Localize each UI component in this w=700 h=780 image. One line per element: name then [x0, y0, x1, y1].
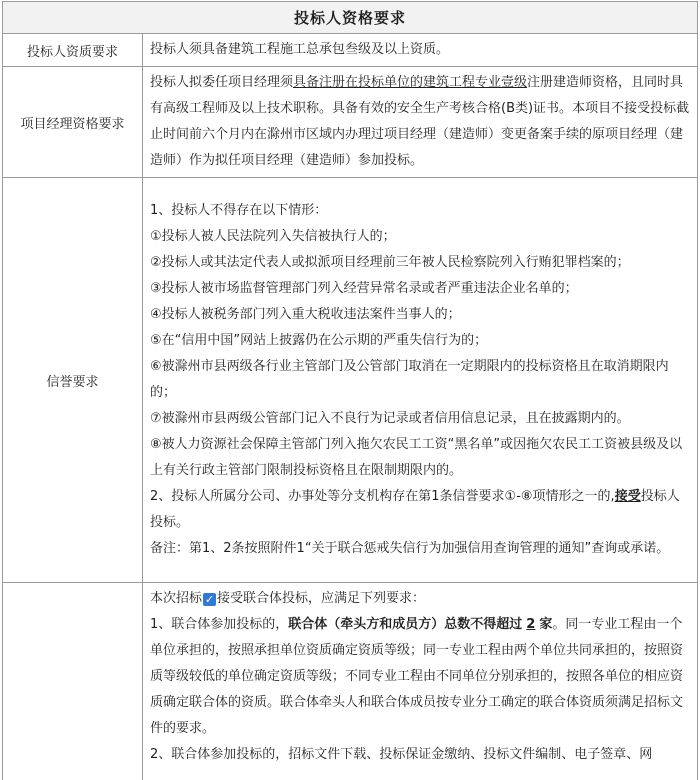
requirements-table — [2, 1, 698, 780]
manager-text-part-2: 注册建造师资格，且同时具有高级工程师及以上技术职称。具备有效的安全生产考核合格(B类)证书。本项目不接受投标截止时间前六个月内在滁州市区域内办理过项目经理（建造师）变更备案手续的原项目经理（建造师）作为拟任项目经理（建造师）参加投标。 — [150, 75, 690, 168]
consortium-content — [143, 583, 698, 780]
credit-item-10 — [150, 484, 691, 536]
credit-accept-emphasis: 接受 — [614, 489, 641, 504]
credit-item-4: ③投标人被市场监督管理部门列入经营异常名录或者严重违法企业名单的； — [150, 281, 578, 296]
qualification-row — [3, 34, 698, 67]
credit-row — [3, 178, 698, 583]
credit-remark: 备注：第1、2条按照附件1“关于联合惩戒失信行为加强信用查询管理的通知”查询或承诺。 — [150, 541, 670, 556]
credit-content — [143, 178, 698, 583]
credit-item-10-part-a: 2、投标人所属分公司、办事处等分支机构存在第1条信誉要求①-⑧项情形之一的, — [150, 489, 615, 504]
consortium-row — [3, 583, 698, 780]
consortium-item-2: 2、联合体参加投标的，招标文件下载、投标保证金缴纳、投标文件编制、电子签章、网 — [150, 747, 653, 762]
qualification-content — [143, 34, 698, 67]
manager-text-part-1: 投标人拟委任项目经理须 — [150, 75, 294, 90]
consortium-limit-bold: 联合体（牵头方和成员方）总数不得超过 — [288, 617, 523, 632]
manager-row — [3, 67, 698, 178]
consortium-label — [3, 583, 143, 780]
credit-item-5: ④投标人被税务部门列入重大税收违法案件当事人的； — [150, 307, 461, 322]
consortium-limit-number: 2 — [526, 617, 536, 632]
consortium-intro-part-b: 接受联合体投标，应满足下列要求： — [217, 591, 426, 606]
manager-content — [143, 67, 698, 178]
manager-text — [150, 70, 691, 174]
credit-item-3: ②投标人或其法定代表人或拟派项目经理前三年被人民检察院列入行贿犯罪档案的； — [150, 255, 630, 270]
consortium-intro-part-a: 本次招标 — [150, 591, 203, 606]
qualification-text: 投标人须具备建筑工程施工总承包叁级及以上资质。 — [150, 42, 450, 57]
credit-item-10-part-b: 投标人投标。 — [150, 489, 680, 530]
credit-label: 信誉要求 — [3, 178, 143, 583]
consortium-limit-unit: 家 — [539, 617, 553, 632]
consortium-intro — [150, 586, 691, 612]
credit-item-6: ⑤在“信用中国”网站上披露仍在公示期的严重失信行为的； — [150, 333, 488, 348]
manager-text-underlined: 具备注册在投标单位的建筑工程专业壹级 — [293, 75, 528, 90]
credit-item-7: ⑥被滁州市县两级各行业主管部门及公管部门取消在一定期限内的投标资格且在取消期限内的； — [150, 359, 669, 400]
consortium-item-1 — [150, 612, 691, 742]
credit-item-8: ⑦被滁州市县两级公管部门记入不良行为记录或者信用信息记录，且在披露期内的。 — [150, 411, 630, 426]
credit-item-9: ⑧被人力资源社会保障主管部门列入拖欠农民工工资“黑名单”或因拖欠农民工工资被县级及以上有关行政主管部门限制投标资格且在限制期限内的。 — [150, 437, 683, 478]
checkbox-checked-icon[interactable]: ✓ — [204, 593, 215, 606]
title-row — [3, 2, 698, 34]
manager-label: 项目经理资格要求 — [3, 67, 143, 178]
table-title: 投标人资格要求 — [3, 2, 698, 34]
credit-item-1: 1、投标人不得存在以下情形： — [150, 203, 328, 218]
credit-item-2: ①投标人被人民法院列入失信被执行人的； — [150, 229, 396, 244]
consortium-item-1-part-b: 。同一专业工程由一个单位承担的，按照承担单位资质确定资质等级；同一专业工程由两个单位共同承担的，按照资质等级较低的单位确定资质等级；不同专业工程由不同单位分别承担的，按照各单位的相应资质确定联合体的资质。联合体牵头人和联合体成员按专业分工确定的联合体资质须满足招标文件的要求。 — [150, 617, 684, 736]
qualification-label: 投标人资质要求 — [3, 34, 143, 67]
consortium-item-1-part-a: 1、联合体参加投标的， — [150, 617, 289, 632]
